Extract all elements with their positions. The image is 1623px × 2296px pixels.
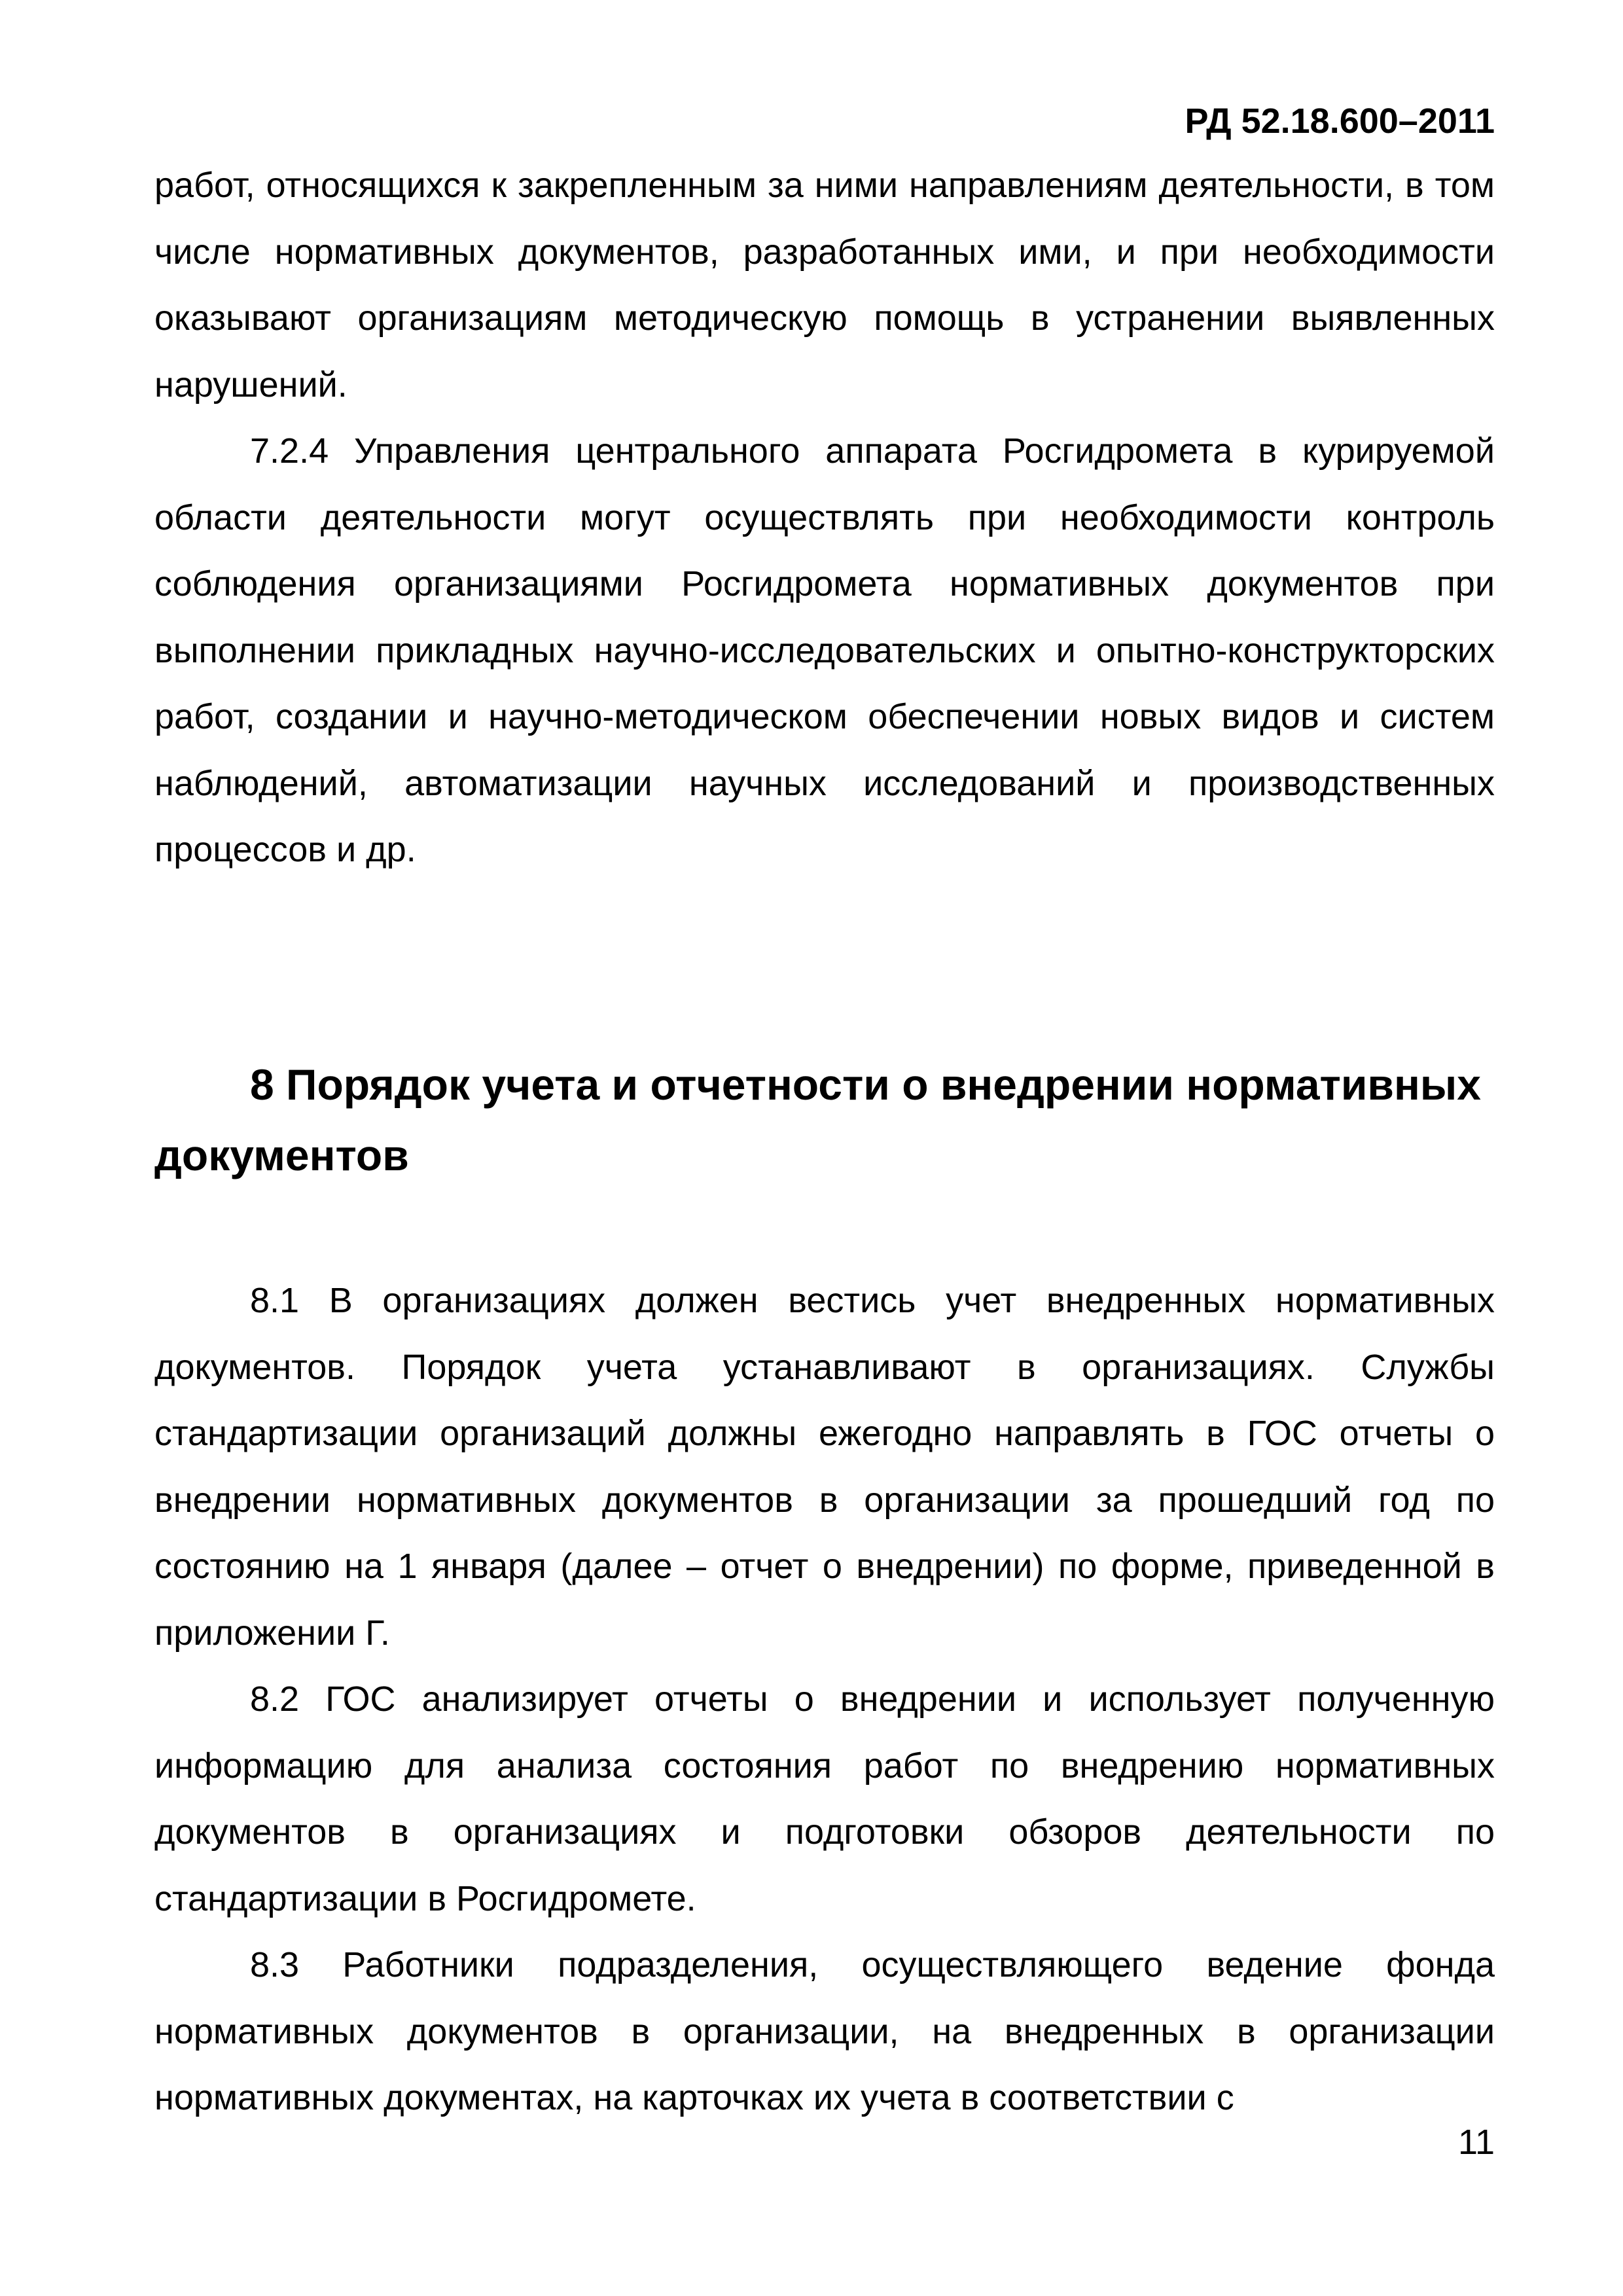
section-8-title: 8 Порядок учета и отчетности о внедрении нормативных документов (154, 1060, 1481, 1179)
paragraph-continued: работ, относящихся к закрепленным за ними направлениям деятельности, в том числе нормативных документов, разработанных ими, и при необходимости оказывают организациям методическую помощь в устранении выявленных нарушений. (154, 166, 1495, 404)
section-7-text (154, 152, 1495, 884)
document-page (154, 0, 1495, 2296)
paragraph-8-1: 8.1 В организациях должен вестись учет внедренных нормативных документов. Порядок учета устанавливают в организациях. Службы стандартизации организаций должны ежегодно направлять в ГОС отчеты о внедрении нормативных документов в организации за прошедший год по состоянию на 1 января (далее – отчет о внедрении) по форме, приведенной в приложении Г. (154, 1281, 1495, 1653)
paragraph-7-2-4: 7.2.4 Управления центрального аппарата Росгидромета в курируемой области деятельности могут осуществлять при необходимости контроль соблюдения организациями Росгидромета нормативных документов при выполнении прикладных научно-исследовательских и опытно-конструкторских работ, создании и научно-методическом обеспечении новых видов и систем наблюдений, автоматизации научных исследований и производственных процессов и др. (154, 431, 1495, 869)
section-8-text (154, 1268, 1495, 2132)
paragraph-8-3: 8.3 Работники подразделения, осуществляющего ведение фонда нормативных документов в организации, на внедренных в организации нормативных документах, на карточках их учета в соответствии с (154, 1945, 1495, 2117)
paragraph-8-2: 8.2 ГОС анализирует отчеты о внедрении и использует полученную информацию для анализа состояния работ по внедрению нормативных документов в организациях и подготовки обзоров деятельности по стандартизации в Росгидромете. (154, 1679, 1495, 1918)
page-number: 11 (1457, 2123, 1495, 2162)
document-code: РД 52.18.600–2011 (1185, 101, 1495, 141)
